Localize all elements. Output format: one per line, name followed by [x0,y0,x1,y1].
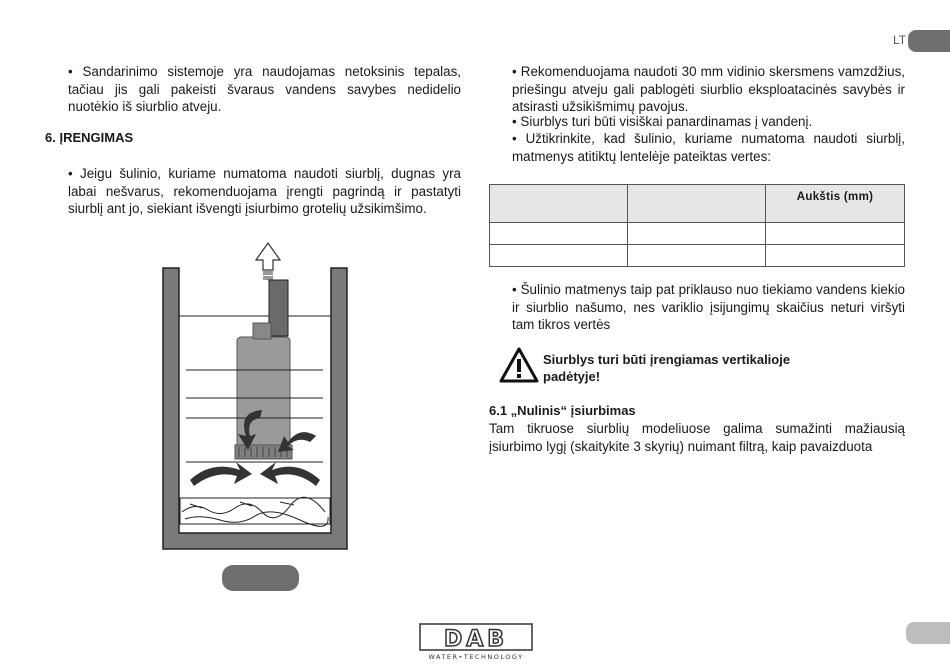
seal-lubricant-paragraph: • Sandarinimo sistemoje yra naudojamas netoksinis tepalas, tačiau jis gali pakeisti švaraus vandens savybes nedidelio nuotėkio iš siurblio atveju. [68,64,461,114]
table-cell [627,245,766,267]
page-number-tab [906,622,950,644]
submerge-paragraph: • Siurblys turi būti visiškai panardinamas į vandenį. [512,114,813,129]
svg-text:DAB: DAB [443,627,509,652]
table-header-row [490,185,905,223]
language-tab [908,30,950,52]
well-bottom-paragraph: • Jeigu šulinio, kuriame numatoma naudoti siurblį, dugnas yra labai nešvarus, rekomenduojama įrengti pagrindą ir pastatyti siurblį ant jo, siekiant išvengti įsiurbimo grotelių užsikimšimo. [68,166,461,216]
figure-label [222,565,299,591]
warning-icon [499,347,539,383]
well-dimensions-paragraph: • Užtikrinkite, kad šulinio, kuriame numatoma naudoti siurblį, matmenys atitiktų lentelėje pateiktas vertes: [512,131,905,164]
table-cell [766,223,905,245]
svg-text:WATER•TECHNOLOGY: WATER•TECHNOLOGY [428,653,524,661]
table-cell [490,245,628,267]
pump-handle [253,323,271,339]
table-header-cell [766,185,905,223]
table-cell [766,245,905,267]
table-row [490,223,905,245]
table-header-cell [627,185,766,223]
zero-suction-paragraph: Tam tikruose siurblių modeliuose galima sumažinti mažiausią įsiurbimo lygį (skaitykite 3 skyrių) nuimant filtrą, kaip pavaizduota [489,421,905,454]
language-code: LT [893,33,907,47]
vertical-install-warning: Siurblys turi būti įrengiamas vertikalioje padėtyje! [543,352,791,384]
section-heading-installation: 6. ĮRENGIMAS [45,130,134,145]
table-row [490,245,905,267]
suction-arrow-right-icon [260,462,320,486]
table-cell [490,223,628,245]
height-column-header: Aukštis (mm) [796,191,874,203]
subsection-heading-zero-suction: 6.1 „Nulinis“ įsiurbimas [489,403,636,418]
dab-logo [418,622,534,662]
suction-arrow-left-icon [190,462,252,486]
switch-count-paragraph: • Šulinio matmenys taip pat priklauso nuo tiekiamo vandens kiekio ir siurblio našumo, nes variklio įsijungimų skaičius neturi viršyti tam tikros vertės [512,282,905,332]
well-installation-diagram [160,240,350,552]
table-cell [627,223,766,245]
discharge-pipe [269,280,288,336]
well-dimensions-table [489,184,905,267]
flow-up-arrow-icon [256,243,280,270]
pipe-diameter-paragraph: • Rekomenduojama naudoti 30 mm vidinio skersmens vamzdžius, priešingu atveju gali pablogėti siurblio eksploatacinės savybės ir atsirasti užsikišmimų pavojus. [512,64,905,114]
table-header-cell [490,185,628,223]
